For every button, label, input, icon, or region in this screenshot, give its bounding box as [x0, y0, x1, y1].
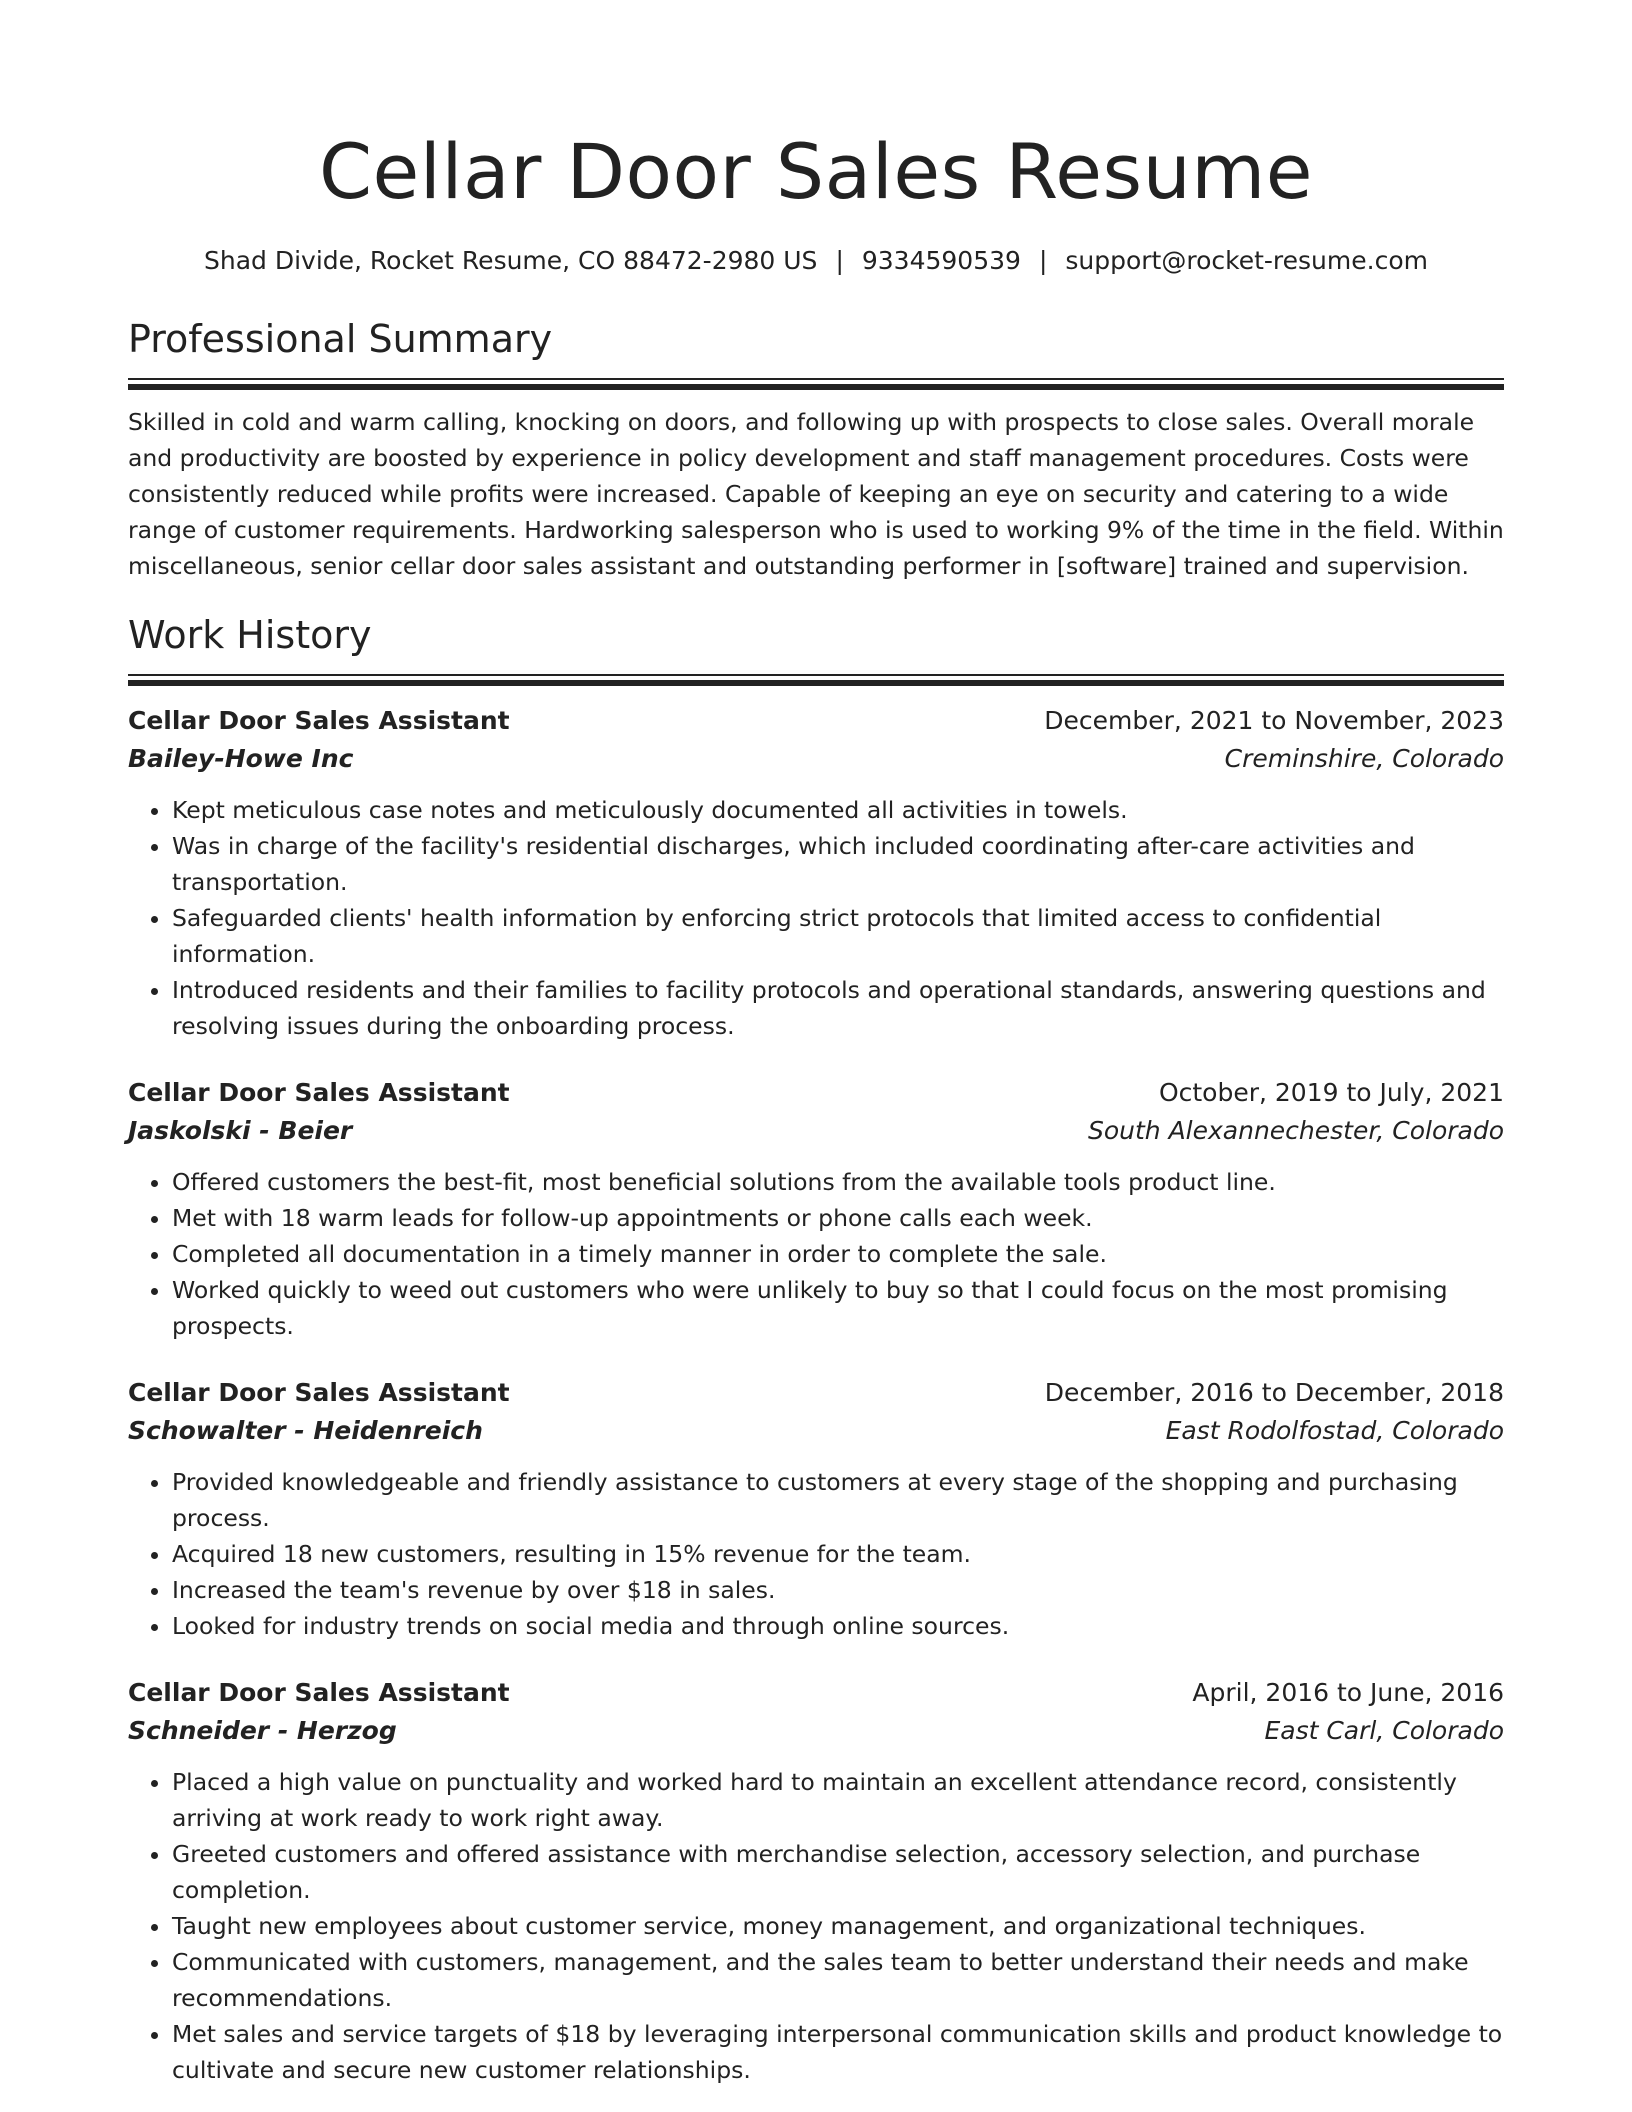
- job-entry: [128, 1374, 1504, 1644]
- job-bullets: [128, 1764, 1504, 2088]
- contact-separator: |: [835, 246, 844, 275]
- summary-text: Skilled in cold and warm calling, knocking on doors, and following up with prospects to close sales. Overall morale and productivity are boosted by experience in policy development and staff management procedures. Costs were consistently reduced while profits were increased. Capable of keeping an eye on security and catering to a wide range of customer requirements. Hardworking salesperson who is used to working 9% of the time in the field. Within miscellaneous, senior cellar door sales assistant and outstanding performer in [software] trained and supervision.: [128, 408, 1504, 580]
- job-subheader-row: [128, 1412, 1504, 1450]
- job-employer: Schneider - Herzog: [128, 1716, 397, 1745]
- job-bullet: • Increased the team's revenue by over $18 in sales.: [172, 1572, 1504, 1608]
- job-bullet: • Greeted customers and offered assistance with merchandise selection, accessory selection, and purchase completion.: [172, 1836, 1504, 1908]
- job-subheader-row: [128, 1112, 1504, 1150]
- section-title-summary: Professional Summary: [128, 317, 553, 361]
- job-bullet: • Acquired 18 new customers, resulting in 15% revenue for the team.: [172, 1536, 1504, 1572]
- job-subheader-row: [128, 740, 1504, 778]
- job-dates: December, 2016 to December, 2018: [1044, 1378, 1504, 1407]
- job-bullet: • Worked quickly to weed out customers who were unlikely to buy so that I could focus on the most promising prospects.: [172, 1272, 1504, 1344]
- job-location: South Alexannechester, Colorado: [1087, 1116, 1504, 1145]
- job-bullet: • Met sales and service targets of $18 by leveraging interpersonal communication skills and product knowledge to cultivate and secure new customer relationships.: [172, 2016, 1504, 2088]
- job-bullet: • Completed all documentation in a timely manner in order to complete the sale.: [172, 1236, 1504, 1272]
- contact-line: [128, 244, 1504, 278]
- job-bullets: [128, 792, 1504, 1044]
- job-location: East Rodolfostad, Colorado: [1165, 1416, 1504, 1445]
- job-bullet: • Met with 18 warm leads for follow-up appointments or phone calls each week.: [172, 1200, 1504, 1236]
- section-divider: [128, 674, 1504, 686]
- job-location: East Carl, Colorado: [1264, 1716, 1504, 1745]
- job-bullet: • Safeguarded clients' health information by enforcing strict protocols that limited access to confidential information.: [172, 900, 1504, 972]
- resume-page: [128, 0, 1504, 2088]
- job-bullet: • Communicated with customers, management, and the sales team to better understand their needs and make recommendations.: [172, 1944, 1504, 2016]
- job-bullets: [128, 1464, 1504, 1644]
- resume-title: Cellar Door Sales Resume: [318, 127, 1314, 216]
- contact-email: support@rocket-resume.com: [1065, 246, 1428, 275]
- job-bullet: • Was in charge of the facility's residential discharges, which included coordinating after-care activities and transportation.: [172, 828, 1504, 900]
- job-bullet: • Introduced residents and their families to facility protocols and operational standards, answering questions and resolving issues during the onboarding process.: [172, 972, 1504, 1044]
- job-subheader-row: [128, 1712, 1504, 1750]
- job-dates: April, 2016 to June, 2016: [1192, 1678, 1504, 1707]
- work-history-section: [128, 610, 1504, 2088]
- section-divider: [128, 378, 1504, 390]
- job-bullets: [128, 1164, 1504, 1344]
- job-bullet: • Kept meticulous case notes and meticulously documented all activities in towels.: [172, 792, 1504, 828]
- professional-summary-section: [128, 314, 1504, 584]
- job-bullet: • Taught new employees about customer service, money management, and organizational techniques.: [172, 1908, 1504, 1944]
- job-entry: [128, 1074, 1504, 1344]
- job-bullet: • Provided knowledgeable and friendly assistance to customers at every stage of the shopping and purchasing process.: [172, 1464, 1504, 1536]
- job-dates: October, 2019 to July, 2021: [1158, 1078, 1504, 1107]
- contact-address: Shad Divide, Rocket Resume, CO 88472-2980 US: [204, 246, 818, 275]
- job-bullet: • Looked for industry trends on social media and through online sources.: [172, 1608, 1504, 1644]
- contact-separator: |: [1038, 246, 1048, 275]
- job-title: Cellar Door Sales Assistant: [128, 1078, 510, 1107]
- job-location: Creminshire, Colorado: [1224, 744, 1504, 773]
- job-header-row: [128, 1074, 1504, 1112]
- job-header-row: [128, 1374, 1504, 1412]
- section-title-work-history: Work History: [128, 613, 372, 657]
- job-employer: Schowalter - Heidenreich: [128, 1416, 483, 1445]
- job-dates: December, 2021 to November, 2023: [1044, 706, 1504, 735]
- job-entry: [128, 702, 1504, 1044]
- job-title: Cellar Door Sales Assistant: [128, 1378, 510, 1407]
- job-entry: [128, 1674, 1504, 2088]
- job-title: Cellar Door Sales Assistant: [128, 1678, 510, 1707]
- job-bullet: • Offered customers the best-fit, most beneficial solutions from the available tools product line.: [172, 1164, 1504, 1200]
- job-title: Cellar Door Sales Assistant: [128, 706, 510, 735]
- job-employer: Jaskolski - Beier: [128, 1116, 353, 1145]
- job-bullet: • Placed a high value on punctuality and worked hard to maintain an excellent attendance record, consistently arriving at work ready to work right away.: [172, 1764, 1504, 1836]
- job-header-row: [128, 702, 1504, 740]
- job-header-row: [128, 1674, 1504, 1712]
- contact-phone: 9334590539: [861, 246, 1021, 275]
- job-employer: Bailey-Howe Inc: [128, 744, 354, 773]
